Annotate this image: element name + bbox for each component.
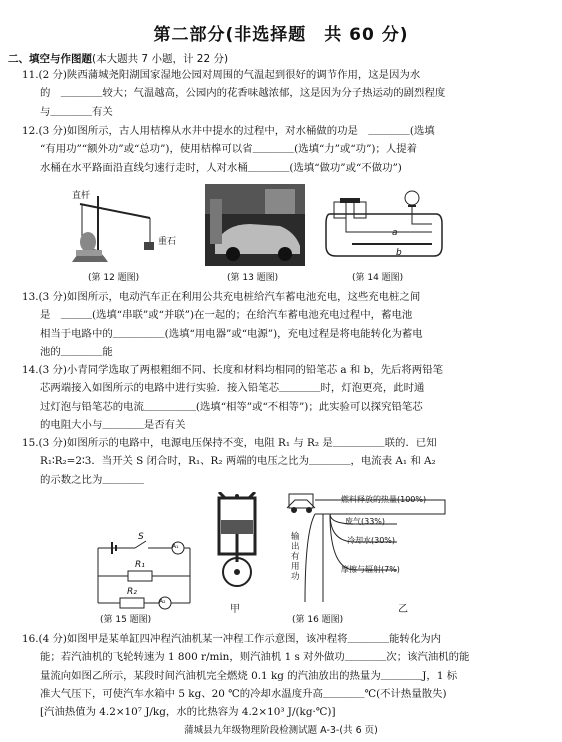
- q14-line: 的电阻大小与＿＿＿＿是否有关: [40, 418, 186, 431]
- q15-line: R₁∶R₂=2∶3．当开关 S 闭合时，R₁、R₂ 两端的电压之比为＿＿＿＿，电流表 A₁ 和 A₂: [40, 455, 436, 468]
- figure-15: [90, 532, 200, 613]
- q14-line: 14.(3 分)小青同学选取了两根粗细不同、长度和材料均相同的铅笔芯 a 和 b，先后将两铅笔: [22, 364, 443, 376]
- q13-line: 是 ＿＿＿(选填“串联”或“并联”)在一起的；在给汽车蓄电池充电过程中，蓄电池: [40, 309, 413, 322]
- figure-14: [322, 184, 447, 264]
- question-13: [22, 288, 538, 361]
- figure-16-label-jia: 甲: [230, 604, 240, 615]
- figure-16-label-yi: 乙: [398, 604, 408, 615]
- q16-line: 准大气压下，可使汽车水箱中 5 kg、20 ℃的冷却水温度升高＿＿＿＿℃(不计热量散失): [40, 687, 447, 700]
- energy-exhaust-label: 废气(33%): [345, 517, 386, 526]
- energy-total-label: 燃料释放的热量(100%): [341, 495, 427, 504]
- question-11: [22, 66, 538, 121]
- pencil-lead-circuit: [322, 184, 447, 264]
- figure-16-caption: (第 16 题图): [292, 615, 344, 625]
- figure-16-engine: [205, 492, 270, 602]
- question-15: [22, 434, 538, 489]
- q16-line: 能；若汽油机的飞轮转速为 1 800 r/min，则汽油机 1 s 对外做功＿＿＿＿次；该汽油机的能: [40, 651, 470, 664]
- section-label: 二、填空与作图题: [8, 53, 92, 65]
- figure-16-energy-flow: [285, 492, 455, 607]
- figure-13: [205, 184, 305, 266]
- label-switch: S: [138, 532, 144, 542]
- q11-line: 与＿＿＿＿有关: [40, 105, 113, 118]
- q14-line: 过灯泡与铅笔芯的电流＿＿＿＿＿(选填“相等”或“不相等”)；此实验可以探究铅笔芯: [40, 400, 423, 413]
- label-r1: R₁: [135, 560, 145, 570]
- figure-14-caption: (第 14 题图): [352, 273, 404, 283]
- q16-line: 量流向如图乙所示，某段时间汽油机完全燃烧 0.1 kg 的汽油放出的热量为＿＿＿＿J，1 标: [40, 669, 458, 682]
- question-16: [22, 630, 538, 721]
- label-rod: 直杆: [72, 191, 91, 201]
- q11-line: 的 ＿＿＿＿较大；气温越高，公园内的花香味越浓郁，这是因为分子热运动的剧烈程度: [40, 87, 446, 100]
- q12-line: “有用功”“额外功”或“总功”)，使用桔槔可以省＿＿＿＿(选填“力”或“功”)；人提着: [40, 143, 417, 156]
- figure-15-caption: (第 15 题图): [100, 615, 152, 625]
- parallel-circuit-diagram: [90, 538, 200, 613]
- q12-line: 12.(3 分)如图所示，古人用桔槔从水井中提水的过程中，对水桶做的功是 ＿＿＿＿(选填: [22, 125, 435, 137]
- energy-cooling-label: 冷却水(30%): [347, 536, 396, 545]
- q16-line: [汽油热值为 4.2×10⁷ J/kg，水的比热容为 4.2×10³ J/(kg·℃)]: [40, 706, 336, 719]
- energy-flow-diagram: [285, 492, 455, 607]
- part-title: 第二部分(非选择题 共 60 分): [153, 25, 409, 45]
- engine-cylinder-diagram: [205, 492, 270, 602]
- energy-friction-label: 摩擦与辐射(7%): [341, 565, 400, 574]
- energy-useful-label: 输出有用功: [291, 532, 300, 582]
- label-r2: R₂: [127, 587, 137, 597]
- q13-line: 相当于电路中的＿＿＿＿＿(选填“用电器”或“电源”)，充电过程是将电能转化为蓄电: [40, 327, 423, 340]
- charging-car-photo: [205, 184, 305, 266]
- question-14: [22, 361, 538, 434]
- label-stone: 重石: [158, 237, 177, 247]
- q15-line: 15.(3 分)如图所示的电路中，电源电压保持不变，电阻 R₁ 与 R₂ 是＿＿＿＿＿联的．已知: [22, 437, 437, 449]
- label-a1: A₁: [172, 543, 179, 550]
- q11-line: 11.(2 分)陕西蒲城尧阳湖国家湿地公园对周围的气温起到很好的调节作用，这是因为水: [22, 69, 421, 81]
- figure-12-caption: (第 12 题图): [88, 273, 140, 283]
- question-12: [22, 122, 538, 177]
- page-footer: 蒲城县九年级物理阶段检测试题 A-3-(共 6 页): [184, 725, 378, 736]
- label-a: a: [392, 228, 398, 238]
- q16-line: 16.(4 分)如图甲是某单缸四冲程汽油机某一冲程工作示意图，该冲程将＿＿＿＿能转化为内: [22, 633, 441, 645]
- section-heading: [8, 51, 228, 66]
- q15-line: 的示数之比为＿＿＿＿: [40, 473, 144, 486]
- q14-line: 芯两端接入如图所示的电路中进行实验．接入铅笔芯＿＿＿＿时，灯泡更亮，此时通: [40, 382, 425, 395]
- figure-13-caption: (第 13 题图): [227, 273, 279, 283]
- q13-line: 池的＿＿＿＿能: [40, 345, 113, 358]
- label-b: b: [396, 248, 402, 258]
- section-note: (本大题共 7 小题，计 22 分): [92, 53, 229, 65]
- q12-line: 水桶在水平路面沿直线匀速行走时，人对水桶＿＿＿＿(选填“做功”或“不做功”): [40, 161, 402, 174]
- q13-line: 13.(3 分)如图所示，电动汽车正在利用公共充电桩给汽车蓄电池充电，这些充电桩之间: [22, 291, 421, 303]
- figure-12: [70, 184, 190, 264]
- label-a2: A₂: [159, 598, 166, 605]
